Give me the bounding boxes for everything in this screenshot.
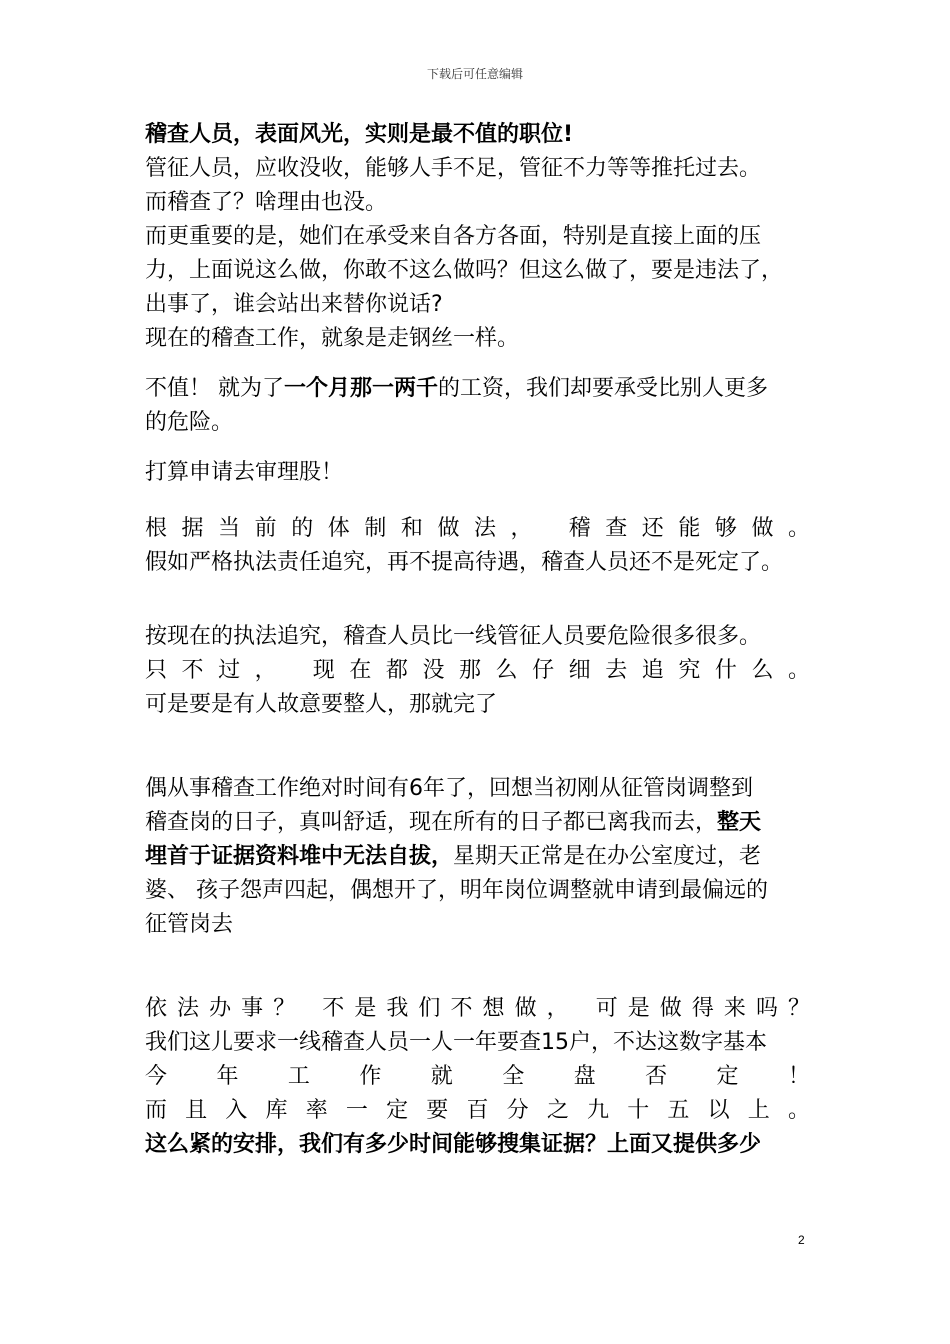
para-line: 偶从事稽查工作绝对时间有6年了，回想当初刚从征管岗调整到 bbox=[145, 776, 753, 801]
emphasis: 整天 bbox=[717, 810, 762, 835]
para-line: 管征人员，应收没收，能够人手不足，管征不力等等推托过去。 bbox=[145, 156, 762, 181]
para-line: 打算申请去审理股！ bbox=[145, 460, 344, 485]
para-line: 征管岗去 bbox=[145, 912, 234, 937]
para-line: 而更重要的是，她们在承受来自各方各面，特别是直接上面的压 bbox=[145, 224, 762, 249]
document-body bbox=[145, 118, 810, 1162]
para-line: 今 年 工 作 就 全 盘 否 定 ！ bbox=[145, 1064, 810, 1089]
para-line: 假如严格执法责任追究，再不提高待遇，稽查人员还不是死定了。 bbox=[145, 550, 784, 575]
para-line: 按现在的执法追究，稽查人员比一线管征人员要危险很多很多。 bbox=[145, 624, 762, 649]
para-line: 的危险。 bbox=[145, 410, 234, 435]
para-line: 我们这儿要求一线稽查人员一人一年要查15户，不达这数字基本 bbox=[145, 1030, 767, 1055]
para-line: 只不过， 现在都没那么仔细去追究什么。 bbox=[145, 658, 810, 683]
para-line: 依法办事？ 不是我们不想做， 可是做得来吗？ bbox=[145, 996, 810, 1021]
para-line: 可是要是有人故意要整人，那就完了 bbox=[145, 692, 498, 717]
para-line: 现在的稽查工作，就象是走钢丝一样。 bbox=[145, 326, 520, 351]
doc-title: 稽查人员，表面风光，实则是最不值的职位! bbox=[145, 122, 574, 147]
para-line: 而且入库率一定要百分之九十五以上。 bbox=[145, 1098, 810, 1123]
emphasis-line: 这么紧的安排，我们有多少时间能够搜集证据？上面又提供多少 bbox=[145, 1132, 762, 1157]
para-line: 根据当前的体制和做法， 稽查还能够做。 bbox=[145, 516, 810, 541]
para-line: 出事了，谁会站出来替你说话? bbox=[145, 292, 443, 317]
page-number: 2 bbox=[798, 1233, 805, 1247]
page-header: 下载后可任意编辑 bbox=[426, 67, 523, 81]
para-line: 稽查岗的日子，真叫舒适，现在所有的日子都已离我而去，整天 bbox=[145, 810, 762, 835]
para-line: 力，上面说这么做，你敢不这么做吗？但这么做了，要是违法了， bbox=[145, 258, 784, 283]
para-line: 不值！ 就为了一个月那一两千的工资，我们却要承受比别人更多 bbox=[145, 376, 769, 401]
emphasis: 一个月那一两千 bbox=[284, 376, 439, 401]
emphasis: 埋首于证据资料堆中无法自拔， bbox=[145, 844, 454, 869]
para-line: 婆、 孩子怨声四起，偶想开了，明年岗位调整就申请到最偏远的 bbox=[145, 878, 768, 903]
para-line: 埋首于证据资料堆中无法自拔，星期天正常是在办公室度过，老 bbox=[145, 844, 762, 869]
para-line: 而稽查了？啥理由也没。 bbox=[145, 190, 388, 215]
